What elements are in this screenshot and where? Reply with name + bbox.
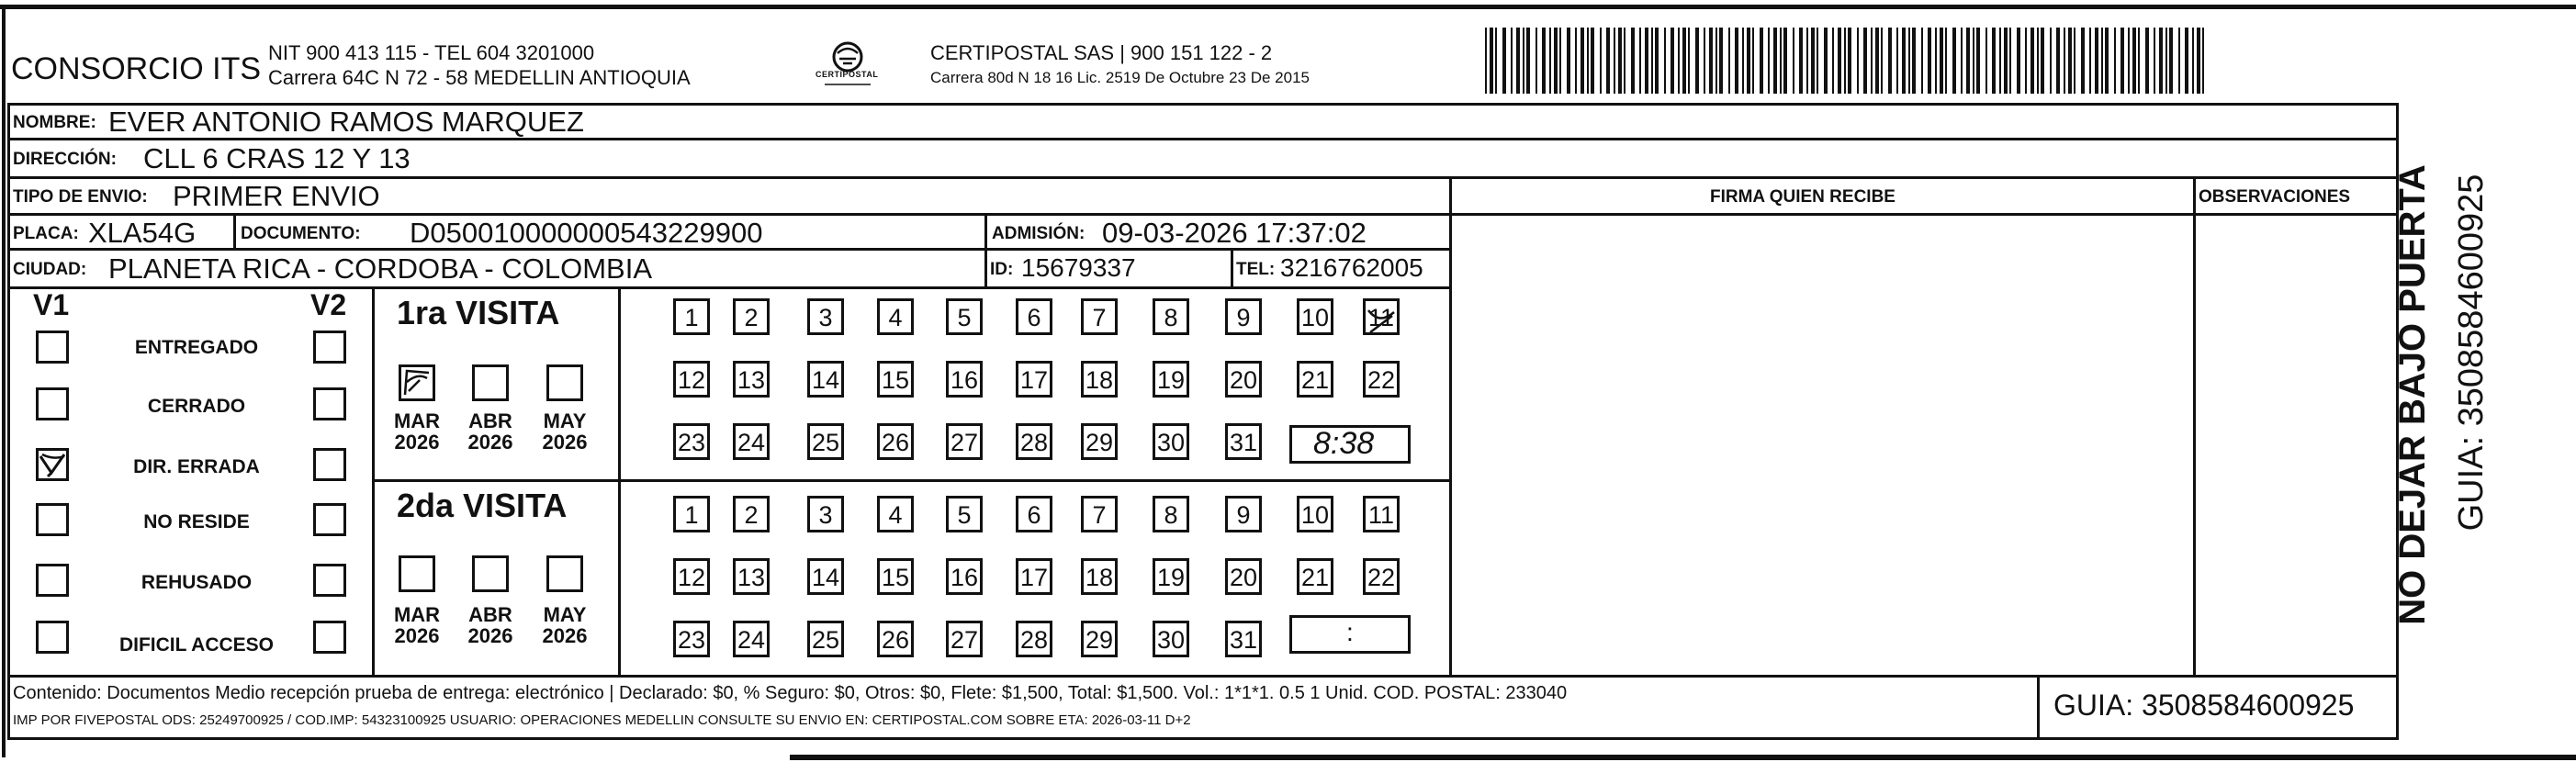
second-visit-day-19[interactable]: 19	[1153, 558, 1189, 595]
first-visit-day-21[interactable]: 21	[1297, 361, 1333, 398]
first-visit-day-7[interactable]: 7	[1081, 298, 1118, 335]
second-visit-month-mar[interactable]	[399, 555, 435, 592]
tel-label: TEL:	[1236, 260, 1276, 279]
tel-value: 3216762005	[1280, 253, 1423, 282]
second-visit-day-26[interactable]: 26	[877, 621, 914, 657]
nombre-value: EVER ANTONIO RAMOS MARQUEZ	[108, 106, 584, 138]
status-cerrado: CERRADO	[147, 396, 246, 417]
first-visit-day-3[interactable]: 3	[807, 298, 844, 335]
first-visit-day-19[interactable]: 19	[1153, 361, 1189, 398]
v1-rehusado-checkbox[interactable]	[36, 564, 69, 597]
second-mo-mar: MAR 2026	[393, 603, 441, 648]
barcode	[1483, 28, 2213, 94]
first-visit-day-10[interactable]: 10	[1297, 298, 1333, 335]
rule-id	[984, 248, 987, 286]
first-visit-day-14[interactable]: 14	[807, 361, 844, 398]
status-no-reside: NO RESIDE	[143, 511, 250, 532]
v1-label: V1	[33, 288, 70, 321]
footer-imp: IMP POR FIVEPOSTAL ODS: 25249700925 / COD.IMP: 54323100925 USUARIO: OPERACIONES MEDELLIN CONSULTE SU ENVIO EN: CERTIPOSTAL.COM SOBRE ETA: 2026-03-11 D+2	[13, 712, 1191, 728]
direccion-value: CLL 6 CRAS 12 Y 13	[143, 142, 411, 174]
second-visit-day-17[interactable]: 17	[1016, 558, 1052, 595]
placa-label: PLACA:	[13, 224, 79, 243]
v2-dificil-acceso-checkbox[interactable]	[313, 621, 346, 654]
second-visit-day-15[interactable]: 15	[877, 558, 914, 595]
company-name: CONSORCIO ITS	[11, 51, 262, 86]
rule-1	[7, 138, 2399, 140]
first-visit-day-26[interactable]: 26	[877, 423, 914, 460]
logo-caption: CERTIPOSTAL	[816, 70, 879, 79]
second-visit-day-8[interactable]: 8	[1153, 496, 1189, 532]
v1-no-reside-checkbox[interactable]	[36, 503, 69, 536]
first-visit-day-2[interactable]: 2	[733, 298, 770, 335]
first-visit-day-25[interactable]: 25	[807, 423, 844, 460]
barcode-bars	[1483, 28, 2213, 94]
tipo-envio-label: TIPO DE ENVIO:	[13, 187, 148, 207]
documento-label: DOCUMENTO:	[241, 224, 361, 243]
first-visit-day-15[interactable]: 15	[877, 361, 914, 398]
v2-no-reside-checkbox[interactable]	[313, 503, 346, 536]
first-visit-day-8[interactable]: 8	[1153, 298, 1189, 335]
rule-footer	[7, 675, 2399, 678]
checkmark-icon	[401, 367, 433, 398]
rule-doc	[233, 213, 236, 248]
second-visit-day-23[interactable]: 23	[673, 621, 710, 657]
logo-emblem-icon	[816, 39, 880, 95]
second-mo-abr: ABR 2026	[467, 603, 513, 648]
carrier-address: Carrera 80d N 18 16 Lic. 2519 De Octubre 23 De 2015	[930, 69, 1310, 86]
carrier-line: CERTIPOSTAL SAS | 900 151 122 - 2	[930, 41, 1273, 64]
second-visit-day-3[interactable]: 3	[807, 496, 844, 532]
second-visit-day-22[interactable]: 22	[1363, 558, 1400, 595]
first-visit-day-29[interactable]: 29	[1081, 423, 1118, 460]
first-visit-month-abr[interactable]	[472, 364, 509, 401]
first-visit-time: 8:38	[1313, 426, 1375, 461]
rule-3	[7, 213, 2399, 216]
second-visit-day-10[interactable]: 10	[1297, 496, 1333, 532]
admision-value: 09-03-2026 17:37:02	[1102, 217, 1367, 249]
tipo-envio-value: PRIMER ENVIO	[173, 180, 380, 212]
v2-entregado-checkbox[interactable]	[313, 331, 346, 364]
first-mo-abr: ABR 2026	[467, 409, 513, 454]
id-value: 15679337	[1021, 253, 1136, 282]
v1-entregado-checkbox[interactable]	[36, 331, 69, 364]
status-dificil-acceso: DIFICIL ACCESO	[118, 634, 274, 656]
vertical-no-dejar-text: NO DEJAR BAJO PUERTA	[2392, 164, 2433, 625]
first-visit-day-23[interactable]: 23	[673, 423, 710, 460]
rule-tel	[1231, 248, 1233, 286]
first-visit-month-mar[interactable]	[399, 364, 435, 401]
first-visit-day-22[interactable]: 22	[1363, 361, 1400, 398]
rule-visits-middle	[372, 479, 1449, 482]
first-visit-day-17[interactable]: 17	[1016, 361, 1052, 398]
status-rehusado: REHUSADO	[141, 572, 253, 593]
first-mo-mar: MAR 2026	[393, 409, 441, 454]
second-visit-month-abr[interactable]	[472, 555, 509, 592]
rule-5	[7, 286, 1449, 289]
first-visit-day-24[interactable]: 24	[733, 423, 770, 460]
ciudad-value: PLANETA RICA - CORDOBA - COLOMBIA	[108, 252, 652, 285]
first-visit-day-28[interactable]: 28	[1016, 423, 1052, 460]
firma-label: FIRMA QUIEN RECIBE	[1710, 187, 1895, 207]
second-visit-day-2[interactable]: 2	[733, 496, 770, 532]
rule-admision	[984, 213, 987, 248]
first-visit-day-11[interactable]: 11	[1363, 298, 1400, 335]
second-visit-day-13[interactable]: 13	[733, 558, 770, 595]
second-visit-day-1[interactable]: 1	[673, 496, 710, 532]
first-visit-day-13[interactable]: 13	[733, 361, 770, 398]
second-visit-day-25[interactable]: 25	[807, 621, 844, 657]
footer-contenido: Contenido: Documentos Medio recepción prueba de entrega: electrónico | Declarado: $0, % Seguro: $0, Otros: $0, Flete: $1,500, Total: $1,500. Vol.: 1*1*1. 0.5 1 Unid. COD. POSTAL: 233040	[13, 683, 1568, 703]
checkmark-icon	[39, 451, 66, 478]
vertical-guia-text: GUIA: 3508584600925	[2452, 174, 2491, 532]
rule-firma-left	[1449, 176, 1452, 675]
admision-label: ADMISIÓN:	[992, 224, 1086, 243]
id-label: ID:	[990, 260, 1014, 279]
first-visit-day-16[interactable]: 16	[946, 361, 983, 398]
top-rule	[0, 5, 2576, 9]
first-visit-month-may[interactable]	[546, 364, 583, 401]
left-rule	[2, 5, 6, 757]
certipostal-logo	[816, 39, 880, 95]
status-dir-errada: DIR. ERRADA	[133, 456, 260, 477]
second-visit-day-9[interactable]: 9	[1225, 496, 1262, 532]
rule-2	[7, 176, 2399, 179]
v2-cerrado-checkbox[interactable]	[313, 387, 346, 420]
first-mo-may: MAY 2026	[542, 409, 588, 454]
observaciones-area[interactable]	[2197, 217, 2395, 672]
first-visit-day-6[interactable]: 6	[1016, 298, 1052, 335]
second-visit-day-16[interactable]: 16	[946, 558, 983, 595]
first-visit-day-1[interactable]: 1	[673, 298, 710, 335]
second-visit-day-6[interactable]: 6	[1016, 496, 1052, 532]
second-visit-day-20[interactable]: 20	[1225, 558, 1262, 595]
second-mo-may: MAY 2026	[542, 603, 588, 648]
first-visit-day-18[interactable]: 18	[1081, 361, 1118, 398]
first-visit-day-12[interactable]: 12	[673, 361, 710, 398]
v2-dir-errada-checkbox[interactable]	[313, 448, 346, 481]
observaciones-label: OBSERVACIONES	[2199, 187, 2351, 207]
second-visit-month-may[interactable]	[546, 555, 583, 592]
second-visit-day-5[interactable]: 5	[946, 496, 983, 532]
first-visit-day-4[interactable]: 4	[877, 298, 914, 335]
status-entregado: ENTREGADO	[134, 337, 259, 358]
first-visit-day-5[interactable]: 5	[946, 298, 983, 335]
second-visit-day-30[interactable]: 30	[1153, 621, 1189, 657]
first-visit-day-27[interactable]: 27	[946, 423, 983, 460]
v1-cerrado-checkbox[interactable]	[36, 387, 69, 420]
second-visit-day-28[interactable]: 28	[1016, 621, 1052, 657]
second-visit-day-4[interactable]: 4	[877, 496, 914, 532]
firma-area[interactable]	[1453, 217, 2189, 672]
second-visit-day-12[interactable]: 12	[673, 558, 710, 595]
second-visit-day-31[interactable]: 31	[1225, 621, 1262, 657]
v2-label: V2	[310, 288, 347, 321]
first-visit-title: 1ra VISITA	[397, 294, 560, 331]
bottom-rule	[790, 755, 2576, 760]
nit-line: NIT 900 413 115 - TEL 604 3201000	[268, 41, 595, 64]
second-visit-day-7[interactable]: 7	[1081, 496, 1118, 532]
second-visit-day-21[interactable]: 21	[1297, 558, 1333, 595]
second-visit-day-14[interactable]: 14	[807, 558, 844, 595]
second-visit-title: 2da VISITA	[397, 487, 568, 524]
first-visit-day-9[interactable]: 9	[1225, 298, 1262, 335]
v1-dir-errada-checkbox[interactable]	[36, 448, 69, 481]
placa-value: XLA54G	[88, 217, 197, 249]
rule-footer-guia	[2037, 675, 2040, 740]
direccion-label: DIRECCIÓN:	[13, 150, 117, 169]
documento-value: D050010000000543229900	[410, 217, 763, 249]
second-visit-time: :	[1346, 618, 1354, 646]
v2-rehusado-checkbox[interactable]	[313, 564, 346, 597]
first-visit-day-31[interactable]: 31	[1225, 423, 1262, 460]
second-visit-day-18[interactable]: 18	[1081, 558, 1118, 595]
rule-obs-left	[2193, 176, 2196, 675]
second-visit-day-11[interactable]: 11	[1363, 496, 1400, 532]
v1-dificil-acceso-checkbox[interactable]	[36, 621, 69, 654]
nombre-label: NOMBRE:	[13, 113, 96, 132]
company-address: Carrera 64C N 72 - 58 MEDELLIN ANTIOQUIA	[268, 66, 691, 89]
first-visit-day-20[interactable]: 20	[1225, 361, 1262, 398]
second-visit-day-24[interactable]: 24	[733, 621, 770, 657]
second-visit-day-27[interactable]: 27	[946, 621, 983, 657]
ciudad-label: CIUDAD:	[13, 260, 87, 279]
footer-guia: GUIA: 3508584600925	[2053, 689, 2355, 722]
second-visit-day-29[interactable]: 29	[1081, 621, 1118, 657]
first-visit-day-30[interactable]: 30	[1153, 423, 1189, 460]
